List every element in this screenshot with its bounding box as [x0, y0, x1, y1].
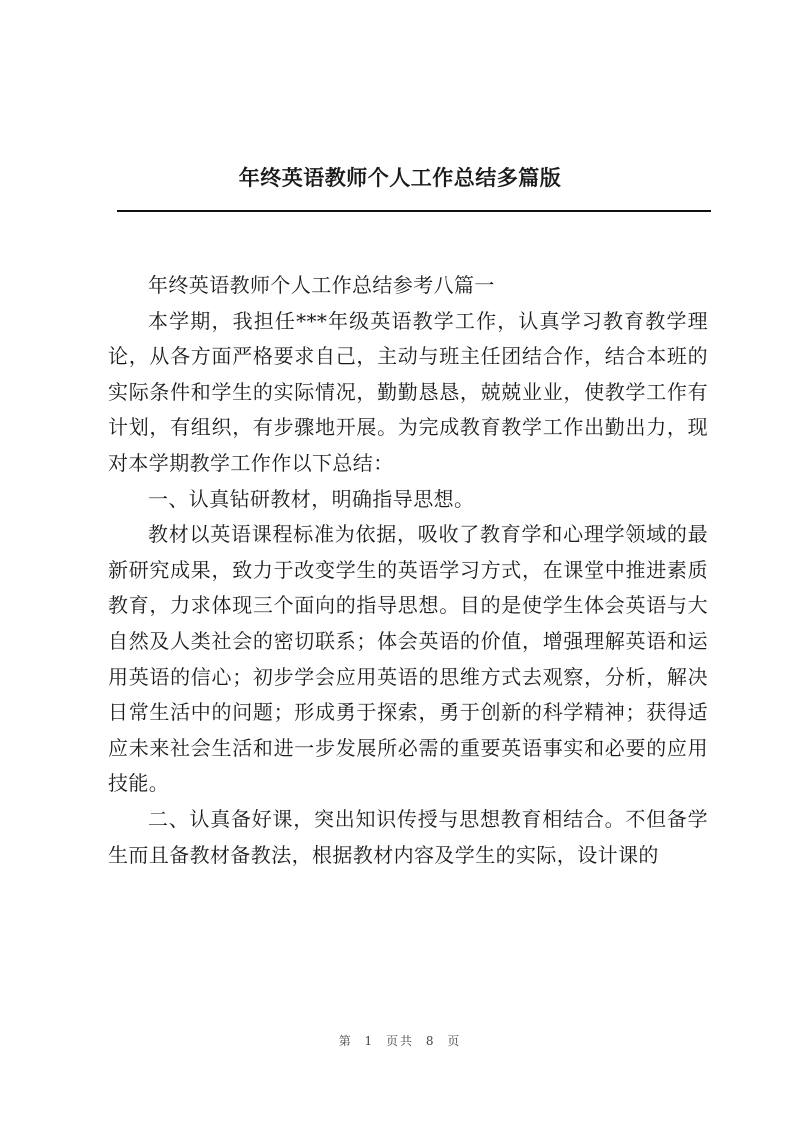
section-two-paragraph: 二、认真备好课，突出知识传授与思想教育相结合。不但备学生而且备教材备教法，根据教材内容及学生的实际，设计课的	[108, 806, 708, 867]
intro-paragraph: 本学期，我担任***年级英语教学工作，认真学习教育教学理论，从各方面严格要求自己，主动与班主任团结合作，结合本班的实际条件和学生的实际情况，勤勤恳恳，兢兢业业，使教学工作有计划，有组织，有步骤地开展。为完成教育教学工作出勤出力，现对本学期教学工作作以下总结：	[108, 308, 708, 475]
title-underline	[117, 210, 711, 212]
page-number-footer: 第 1 页共 8 页	[338, 1034, 462, 1048]
section-heading-article: 年终英语教师个人工作总结参考八篇一	[148, 273, 495, 297]
body-paragraph: 教材以英语课程标准为依据，吸收了教育学和心理学领域的最新研究成果，致力于改变学生的英语学习方式，在课堂中推进素质教育，力求体现三个面向的指导思想。目的是使学生体会英语与大自然及人类社会的密切联系；体会英语的价值，增强理解英语和运用英语的信心；初步学会应用英语的思维方式去观察，分析，解决日常生活中的问题；形成勇于探索，勇于创新的科学精神；获得适应未来社会生活和进一步发展所必需的重要英语事实和必要的应用技能。	[108, 522, 708, 796]
section-heading-one: 一、认真钻研教材，明确指导思想。	[148, 486, 475, 511]
document-title: 年终英语教师个人工作总结多篇版	[238, 166, 562, 190]
document-body	[108, 268, 708, 873]
